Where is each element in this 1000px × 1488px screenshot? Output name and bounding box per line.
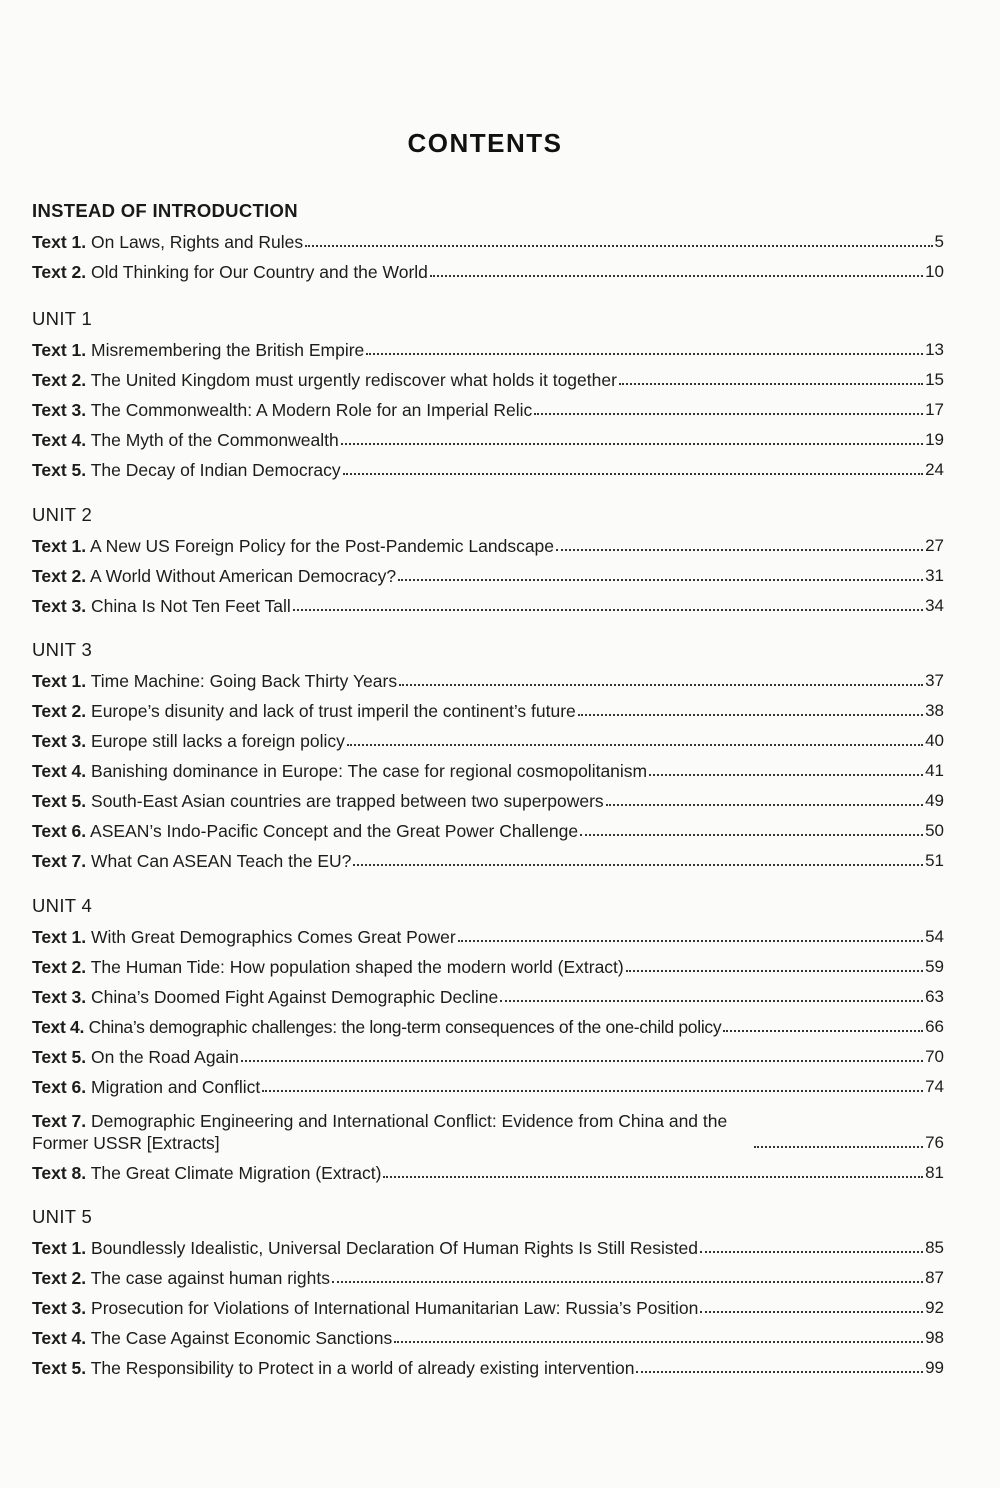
dot-leader xyxy=(241,1060,923,1062)
entry-title: China’s demographic challenges: the long-term consequences of the one-child policy xyxy=(88,1017,722,1037)
entry-number: Text 5. xyxy=(32,1358,87,1378)
dot-leader xyxy=(353,864,923,866)
toc-entry[interactable] xyxy=(32,226,944,256)
entry-number: Text 3. xyxy=(32,1298,87,1318)
entry-number: Text 4. xyxy=(32,761,87,781)
entry-page: 50 xyxy=(925,821,944,840)
entry-number: Text 3. xyxy=(32,987,87,1007)
toc-entry[interactable] xyxy=(32,560,944,590)
entry-number: Text 2. xyxy=(32,262,87,282)
entry-number: Text 7. xyxy=(32,851,87,871)
entry-number: Text 8. xyxy=(32,1163,87,1183)
entry-page: 19 xyxy=(925,430,944,449)
dot-leader xyxy=(556,549,923,551)
section-unit-2 xyxy=(32,500,944,620)
toc-entry[interactable] xyxy=(32,334,944,364)
section-introduction xyxy=(32,196,944,286)
entry-title: Old Thinking for Our Country and the World xyxy=(91,262,428,282)
entry-title: On the Road Again xyxy=(91,1047,239,1067)
toc-entry[interactable] xyxy=(32,815,944,845)
entry-title: The Myth of the Commonwealth xyxy=(90,430,339,450)
entry-title: Banishing dominance in Europe: The case for regional cosmopolitanism xyxy=(91,761,648,781)
entry-title: The Great Climate Migration (Extract) xyxy=(90,1163,382,1183)
dot-leader xyxy=(399,684,923,686)
entry-page: 76 xyxy=(925,1133,944,1152)
dot-leader xyxy=(305,245,932,247)
toc-entry[interactable] xyxy=(32,1101,944,1157)
toc-entry[interactable] xyxy=(32,1041,944,1071)
toc-entry[interactable] xyxy=(32,845,944,875)
toc-entry[interactable] xyxy=(32,256,944,286)
dot-leader xyxy=(293,609,923,611)
entry-number: Text 1. xyxy=(32,536,87,556)
entry-number: Text 2. xyxy=(32,957,87,977)
dot-leader xyxy=(341,443,923,445)
entry-number: Text 4. xyxy=(32,430,87,450)
section-heading: UNIT 1 xyxy=(32,308,93,329)
dot-leader xyxy=(500,1000,923,1002)
entry-title: Time Machine: Going Back Thirty Years xyxy=(90,671,398,691)
page-title: CONTENTS xyxy=(407,128,563,158)
entry-number: Text 5. xyxy=(32,460,87,480)
entry-title: A World Without American Democracy? xyxy=(90,566,397,586)
entry-title: South-East Asian countries are trapped between two superpowers xyxy=(91,791,604,811)
toc-entry[interactable] xyxy=(32,1352,944,1382)
toc-entry[interactable] xyxy=(32,364,944,394)
dot-leader xyxy=(534,413,923,415)
entry-number: Text 2. xyxy=(32,701,87,721)
entry-page: 70 xyxy=(925,1047,944,1066)
toc-entry[interactable] xyxy=(32,590,944,620)
dot-leader xyxy=(580,834,923,836)
dot-leader xyxy=(754,1146,923,1148)
entry-number: Text 3. xyxy=(32,596,87,616)
section-heading: UNIT 3 xyxy=(32,639,93,660)
entry-number: Text 4. xyxy=(32,1328,87,1348)
toc-entry[interactable] xyxy=(32,785,944,815)
entry-page: 34 xyxy=(925,596,944,615)
dot-leader xyxy=(262,1090,923,1092)
entry-page: 85 xyxy=(925,1238,944,1257)
toc-entry[interactable] xyxy=(32,665,944,695)
entry-page: 41 xyxy=(925,761,944,780)
entry-number: Text 1. xyxy=(32,340,87,360)
entry-title: The Case Against Economic Sanctions xyxy=(90,1328,393,1348)
entry-title: Europe still lacks a foreign policy xyxy=(91,731,345,751)
entry-number: Text 2. xyxy=(32,370,87,390)
entry-page: 98 xyxy=(925,1328,944,1347)
entry-number: Text 1. xyxy=(32,671,87,691)
toc-entry[interactable] xyxy=(32,1232,944,1262)
entry-page: 74 xyxy=(925,1077,944,1096)
toc-entry[interactable] xyxy=(32,394,944,424)
section-unit-1 xyxy=(32,304,944,484)
entry-page: 40 xyxy=(925,731,944,750)
entry-page: 87 xyxy=(925,1268,944,1287)
entry-title: Misremembering the British Empire xyxy=(91,340,365,360)
toc-entry[interactable] xyxy=(32,695,944,725)
entry-title: ASEAN’s Indo-Pacific Concept and the Great Power Challenge xyxy=(90,821,579,841)
entry-title: Demographic Engineering and International Conflict: Evidence from China and the Former USSR [Extracts] xyxy=(32,1111,728,1153)
entry-title: Europe’s disunity and lack of trust imperil the continent’s future xyxy=(91,701,576,721)
entry-page: 49 xyxy=(925,791,944,810)
toc-entry[interactable] xyxy=(32,1322,944,1352)
entry-number: Text 3. xyxy=(32,400,87,420)
entry-number: Text 4. xyxy=(32,1017,85,1037)
entry-number: Text 1. xyxy=(32,1238,87,1258)
toc-entry[interactable] xyxy=(32,981,944,1011)
entry-title: What Can ASEAN Teach the EU? xyxy=(91,851,352,871)
toc-entry[interactable] xyxy=(32,530,944,560)
entry-number: Text 1. xyxy=(32,232,87,252)
entry-page: 17 xyxy=(925,400,944,419)
entry-page: 5 xyxy=(934,232,944,251)
entry-number: Text 2. xyxy=(32,566,87,586)
entry-number: Text 7. xyxy=(32,1111,87,1131)
entry-page: 51 xyxy=(925,851,944,870)
entry-page: 27 xyxy=(925,536,944,555)
dot-leader xyxy=(578,714,923,716)
entry-number: Text 1. xyxy=(32,927,87,947)
entry-page: 54 xyxy=(925,927,944,946)
entry-page: 31 xyxy=(925,566,944,585)
toc-entry[interactable] xyxy=(32,725,944,755)
dot-leader xyxy=(394,1341,923,1343)
section-heading: UNIT 5 xyxy=(32,1206,93,1227)
entry-number: Text 3. xyxy=(32,731,87,751)
entry-title: The Decay of Indian Democracy xyxy=(90,460,341,480)
entry-page: 81 xyxy=(925,1163,944,1182)
dot-leader xyxy=(343,473,923,475)
entry-title: China Is Not Ten Feet Tall xyxy=(91,596,291,616)
section-heading: INSTEAD OF INTRODUCTION xyxy=(32,200,298,221)
section-heading: UNIT 2 xyxy=(32,504,93,525)
dot-leader xyxy=(636,1371,923,1373)
entry-title: With Great Demographics Comes Great Power xyxy=(91,927,456,947)
dot-leader xyxy=(430,275,923,277)
entry-title: A New US Foreign Policy for the Post-Pandemic Landscape xyxy=(90,536,555,556)
dot-leader xyxy=(700,1311,923,1313)
toc-entry[interactable] xyxy=(32,1262,944,1292)
toc-entry[interactable] xyxy=(32,454,944,484)
entry-page: 10 xyxy=(925,262,944,281)
entry-title: Migration and Conflict xyxy=(91,1077,261,1097)
entry-title: On Laws, Rights and Rules xyxy=(91,232,304,252)
toc-entry[interactable] xyxy=(32,1157,944,1187)
entry-page: 59 xyxy=(925,957,944,976)
toc-entry[interactable] xyxy=(32,921,944,951)
entry-page: 63 xyxy=(925,987,944,1006)
entry-number: Text 6. xyxy=(32,821,87,841)
dot-leader xyxy=(458,940,923,942)
entry-number: Text 5. xyxy=(32,791,87,811)
toc-entry[interactable] xyxy=(32,951,944,981)
entry-title: Prosecution for Violations of International Humanitarian Law: Russia’s Position xyxy=(91,1298,699,1318)
entry-page: 99 xyxy=(925,1358,944,1377)
entry-title: The United Kingdom must urgently rediscover what holds it together xyxy=(90,370,617,390)
entry-title: The case against human rights xyxy=(90,1268,330,1288)
dot-leader xyxy=(383,1176,923,1178)
entry-page: 38 xyxy=(925,701,944,720)
entry-number: Text 2. xyxy=(32,1268,87,1288)
dot-leader xyxy=(723,1030,923,1032)
dot-leader xyxy=(649,774,923,776)
section-heading: UNIT 4 xyxy=(32,895,93,916)
toc-entry[interactable] xyxy=(32,424,944,454)
dot-leader xyxy=(700,1251,923,1253)
toc-entry[interactable] xyxy=(32,1011,944,1041)
toc-entry[interactable] xyxy=(32,1292,944,1322)
section-unit-3 xyxy=(32,635,944,875)
entry-title: China’s Doomed Fight Against Demographic Decline xyxy=(91,987,499,1007)
dot-leader xyxy=(366,353,923,355)
entry-number: Text 6. xyxy=(32,1077,87,1097)
entry-title: The Commonwealth: A Modern Role for an Imperial Relic xyxy=(90,400,533,420)
entry-page: 13 xyxy=(925,340,944,359)
entry-page: 24 xyxy=(925,460,944,479)
entry-page: 66 xyxy=(925,1017,944,1036)
entry-page: 15 xyxy=(925,370,944,389)
section-unit-4 xyxy=(32,891,944,1187)
dot-leader xyxy=(347,744,923,746)
toc-entry[interactable] xyxy=(32,755,944,785)
entry-title: The Responsibility to Protect in a world of already existing intervention xyxy=(90,1358,635,1378)
entry-page: 92 xyxy=(925,1298,944,1317)
dot-leader xyxy=(332,1281,923,1283)
entry-number: Text 5. xyxy=(32,1047,87,1067)
dot-leader xyxy=(626,970,923,972)
entry-page: 37 xyxy=(925,671,944,690)
dot-leader xyxy=(398,579,923,581)
entry-title: Boundlessly Idealistic, Universal Declaration Of Human Rights Is Still Resisted xyxy=(91,1238,698,1258)
dot-leader xyxy=(619,383,923,385)
entry-title: The Human Tide: How population shaped the modern world (Extract) xyxy=(90,957,624,977)
toc-entry[interactable] xyxy=(32,1071,944,1101)
dot-leader xyxy=(606,804,923,806)
section-unit-5 xyxy=(32,1202,944,1382)
